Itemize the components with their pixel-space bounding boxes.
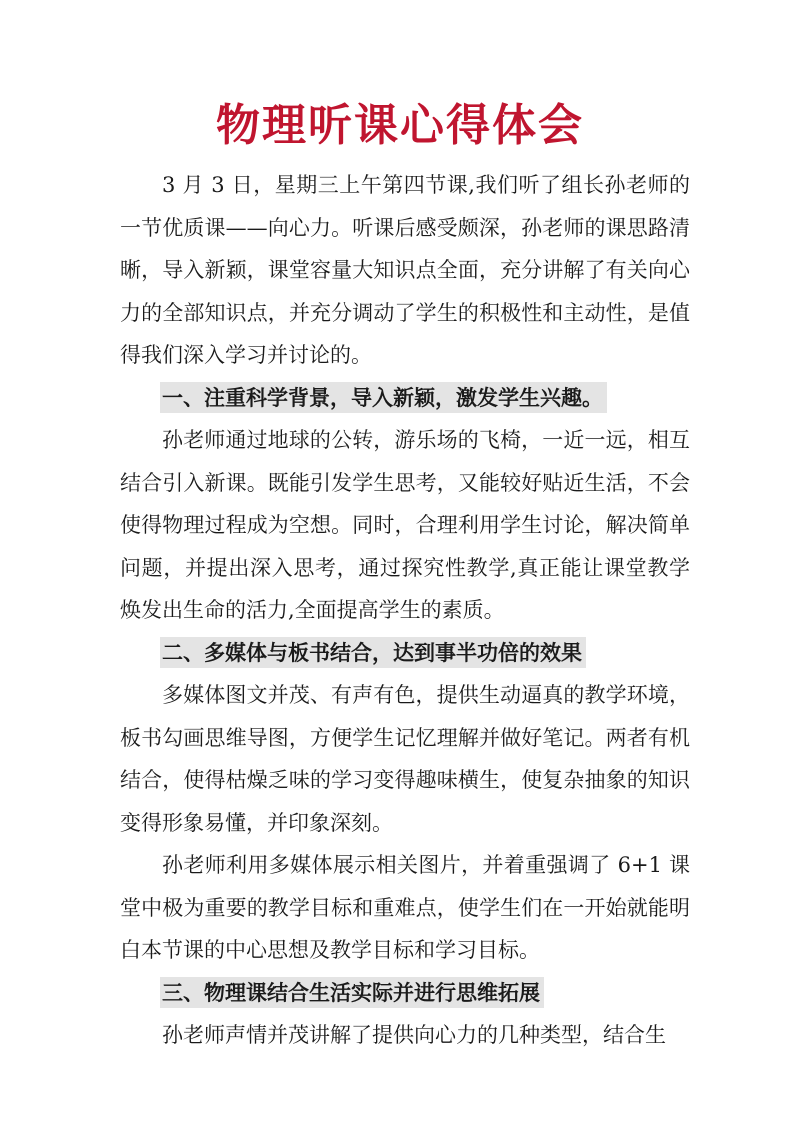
section-2-heading-text: 二、多媒体与板书结合，达到事半功倍的效果 bbox=[160, 637, 586, 668]
section-1-heading-text: 一、注重科学背景，导入新颖，激发学生兴趣。 bbox=[160, 382, 607, 413]
section-2-paragraph-2: 孙老师利用多媒体展示相关图片，并着重强调了 6+1 课堂中极为重要的教学目标和重难点，使学生们在一开始就能明白本节课的中心思想及教学目标和学习目标。 bbox=[120, 853, 690, 962]
section-2-heading bbox=[120, 632, 690, 675]
document-body bbox=[120, 164, 690, 1057]
section-1-paragraph: 孙老师通过地球的公转，游乐场的飞椅，一近一远，相互结合引入新课。既能引发学生思考，又能较好贴近生活，不会使得物理过程成为空想。同时，合理利用学生讨论，解决简单问题，并提出深入思考，通过探究性教学,真正能让课堂教学焕发出生命的活力,全面提高学生的素质。 bbox=[120, 428, 690, 622]
intro-paragraph: 3 月 3 日，星期三上午第四节课,我们听了组长孙老师的一节优质课——向心力。听课后感受颇深，孙老师的课思路清晰，导入新颖，课堂容量大知识点全面，充分讲解了有关向心力的全部知识点，并充分调动了学生的积极性和主动性，是值得我们深入学习并讨论的。 bbox=[120, 173, 690, 367]
document-title: 物理听课心得体会 bbox=[216, 100, 584, 151]
section-3-heading bbox=[120, 972, 690, 1015]
section-2-paragraph-1: 多媒体图文并茂、有声有色，提供生动逼真的教学环境，板书勾画思维导图，方便学生记忆理解并做好笔记。两者有机结合，使得枯燥乏味的学习变得趣味横生，使复杂抽象的知识变得形象易懂，并印象深刻。 bbox=[120, 683, 690, 835]
section-3-paragraph: 孙老师声情并茂讲解了提供向心力的几种类型，结合生 bbox=[162, 1023, 666, 1047]
section-1-heading bbox=[120, 377, 690, 420]
section-3-heading-text: 三、物理课结合生活实际并进行思维拓展 bbox=[160, 977, 544, 1008]
